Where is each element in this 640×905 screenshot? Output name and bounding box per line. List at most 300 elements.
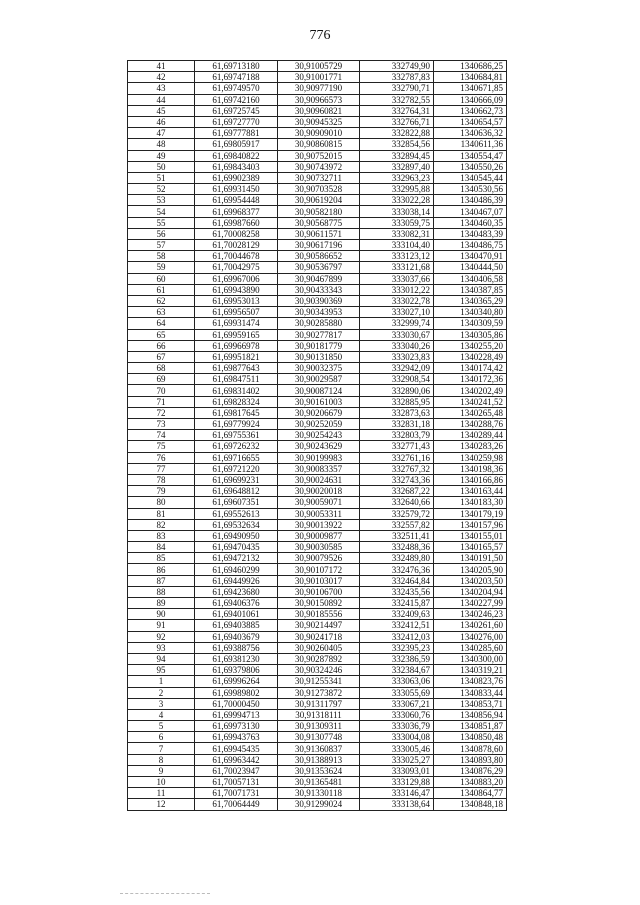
longitude-cell: 30,90860815: [278, 139, 360, 150]
table-row: [128, 754, 507, 765]
latitude-cell: 61,69840822: [195, 150, 278, 161]
latitude-cell: 61,69973130: [195, 721, 278, 732]
x-coordinate-cell: 332395,23: [360, 642, 434, 653]
table-row: [128, 709, 507, 720]
latitude-cell: 61,69725745: [195, 105, 278, 116]
table-row: [128, 228, 507, 239]
latitude-cell: 61,69423680: [195, 586, 278, 597]
table-row: [128, 83, 507, 94]
y-coordinate-cell: 1340228,49: [434, 351, 507, 362]
x-coordinate-cell: 333037,66: [360, 273, 434, 284]
point-number-cell: 43: [128, 83, 195, 94]
longitude-cell: 30,90103017: [278, 575, 360, 586]
y-coordinate-cell: 1340611,36: [434, 139, 507, 150]
latitude-cell: 61,69951821: [195, 351, 278, 362]
latitude-cell: 61,69945435: [195, 743, 278, 754]
y-coordinate-cell: 1340636,32: [434, 128, 507, 139]
y-coordinate-cell: 1340470,91: [434, 251, 507, 262]
longitude-cell: 30,90131850: [278, 351, 360, 362]
y-coordinate-cell: 1340183,30: [434, 497, 507, 508]
latitude-cell: 61,69987660: [195, 217, 278, 228]
longitude-cell: 30,90732711: [278, 172, 360, 183]
latitude-cell: 61,70044678: [195, 251, 278, 262]
latitude-cell: 61,69747188: [195, 72, 278, 83]
point-number-cell: 94: [128, 653, 195, 664]
x-coordinate-cell: 333067,21: [360, 698, 434, 709]
table-row: [128, 295, 507, 306]
y-coordinate-cell: 1340202,49: [434, 385, 507, 396]
latitude-cell: 61,69805917: [195, 139, 278, 150]
latitude-cell: 61,69956507: [195, 307, 278, 318]
y-coordinate-cell: 1340289,44: [434, 430, 507, 441]
longitude-cell: 30,91299024: [278, 799, 360, 810]
y-coordinate-cell: 1340204,94: [434, 586, 507, 597]
longitude-cell: 30,90107172: [278, 564, 360, 575]
table-row: [128, 665, 507, 676]
y-coordinate-cell: 1340545,44: [434, 172, 507, 183]
longitude-cell: 30,91365481: [278, 777, 360, 788]
table-row: [128, 542, 507, 553]
x-coordinate-cell: 333022,28: [360, 195, 434, 206]
table-row: [128, 508, 507, 519]
table-row: [128, 564, 507, 575]
longitude-cell: 30,90083357: [278, 463, 360, 474]
longitude-cell: 30,91273872: [278, 687, 360, 698]
longitude-cell: 30,91309311: [278, 721, 360, 732]
y-coordinate-cell: 1340662,73: [434, 105, 507, 116]
point-number-cell: 90: [128, 609, 195, 620]
longitude-cell: 30,90252059: [278, 419, 360, 430]
longitude-cell: 30,90020018: [278, 486, 360, 497]
point-number-cell: 47: [128, 128, 195, 139]
x-coordinate-cell: 332999,74: [360, 318, 434, 329]
latitude-cell: 61,69967006: [195, 273, 278, 284]
y-coordinate-cell: 1340163,44: [434, 486, 507, 497]
y-coordinate-cell: 1340259,98: [434, 452, 507, 463]
y-coordinate-cell: 1340833,44: [434, 687, 507, 698]
table-row: [128, 184, 507, 195]
point-number-cell: 80: [128, 497, 195, 508]
x-coordinate-cell: 333030,67: [360, 329, 434, 340]
table-row: [128, 240, 507, 251]
y-coordinate-cell: 1340550,26: [434, 161, 507, 172]
coordinates-table-body: [128, 61, 507, 811]
longitude-cell: 30,90185556: [278, 609, 360, 620]
latitude-cell: 61,69749570: [195, 83, 278, 94]
x-coordinate-cell: 332894,45: [360, 150, 434, 161]
x-coordinate-cell: 333022,78: [360, 295, 434, 306]
longitude-cell: 30,90619204: [278, 195, 360, 206]
longitude-cell: 30,91255341: [278, 676, 360, 687]
latitude-cell: 61,69817645: [195, 407, 278, 418]
x-coordinate-cell: 333023,83: [360, 351, 434, 362]
point-number-cell: 48: [128, 139, 195, 150]
x-coordinate-cell: 332749,90: [360, 61, 434, 72]
latitude-cell: 61,69779924: [195, 419, 278, 430]
latitude-cell: 61,69726232: [195, 441, 278, 452]
latitude-cell: 61,69403885: [195, 620, 278, 631]
longitude-cell: 30,90024631: [278, 474, 360, 485]
point-number-cell: 2: [128, 687, 195, 698]
x-coordinate-cell: 333104,40: [360, 240, 434, 251]
y-coordinate-cell: 1340851,87: [434, 721, 507, 732]
coordinates-table: [127, 60, 507, 811]
table-row: [128, 150, 507, 161]
y-coordinate-cell: 1340654,57: [434, 116, 507, 127]
longitude-cell: 30,90181779: [278, 340, 360, 351]
y-coordinate-cell: 1340172,36: [434, 374, 507, 385]
x-coordinate-cell: 332803,79: [360, 430, 434, 441]
point-number-cell: 74: [128, 430, 195, 441]
longitude-cell: 30,90977190: [278, 83, 360, 94]
longitude-cell: 30,90254243: [278, 430, 360, 441]
table-row: [128, 351, 507, 362]
longitude-cell: 30,90087124: [278, 385, 360, 396]
latitude-cell: 61,70042975: [195, 262, 278, 273]
longitude-cell: 30,90206679: [278, 407, 360, 418]
point-number-cell: 61: [128, 284, 195, 295]
latitude-cell: 61,69460299: [195, 564, 278, 575]
latitude-cell: 61,69996264: [195, 676, 278, 687]
longitude-cell: 30,90467899: [278, 273, 360, 284]
latitude-cell: 61,69379806: [195, 665, 278, 676]
point-number-cell: 69: [128, 374, 195, 385]
y-coordinate-cell: 1340265,48: [434, 407, 507, 418]
y-coordinate-cell: 1340848,18: [434, 799, 507, 810]
longitude-cell: 30,90536797: [278, 262, 360, 273]
x-coordinate-cell: 332412,03: [360, 631, 434, 642]
y-coordinate-cell: 1340554,47: [434, 150, 507, 161]
x-coordinate-cell: 332489,80: [360, 553, 434, 564]
x-coordinate-cell: 332873,63: [360, 407, 434, 418]
y-coordinate-cell: 1340305,86: [434, 329, 507, 340]
longitude-cell: 30,91311797: [278, 698, 360, 709]
y-coordinate-cell: 1340165,57: [434, 542, 507, 553]
x-coordinate-cell: 332897,40: [360, 161, 434, 172]
longitude-cell: 30,90433343: [278, 284, 360, 295]
point-number-cell: 54: [128, 206, 195, 217]
x-coordinate-cell: 332790,71: [360, 83, 434, 94]
point-number-cell: 70: [128, 385, 195, 396]
x-coordinate-cell: 333055,69: [360, 687, 434, 698]
latitude-cell: 61,69831402: [195, 385, 278, 396]
longitude-cell: 30,91360837: [278, 743, 360, 754]
y-coordinate-cell: 1340246,23: [434, 609, 507, 620]
x-coordinate-cell: 332831,18: [360, 419, 434, 430]
point-number-cell: 86: [128, 564, 195, 575]
latitude-cell: 61,69388756: [195, 642, 278, 653]
latitude-cell: 61,69828324: [195, 396, 278, 407]
latitude-cell: 61,70008258: [195, 228, 278, 239]
table-row: [128, 631, 507, 642]
x-coordinate-cell: 332822,88: [360, 128, 434, 139]
latitude-cell: 61,70023947: [195, 765, 278, 776]
longitude-cell: 30,90013922: [278, 519, 360, 530]
table-row: [128, 788, 507, 799]
table-row: [128, 486, 507, 497]
point-number-cell: 67: [128, 351, 195, 362]
y-coordinate-cell: 1340883,20: [434, 777, 507, 788]
x-coordinate-cell: 333146,47: [360, 788, 434, 799]
latitude-cell: 61,70064449: [195, 799, 278, 810]
point-number-cell: 75: [128, 441, 195, 452]
table-row: [128, 441, 507, 452]
point-number-cell: 45: [128, 105, 195, 116]
table-row: [128, 687, 507, 698]
y-coordinate-cell: 1340155,01: [434, 530, 507, 541]
table-row: [128, 653, 507, 664]
point-number-cell: 53: [128, 195, 195, 206]
longitude-cell: 30,91001771: [278, 72, 360, 83]
longitude-cell: 30,91388913: [278, 754, 360, 765]
y-coordinate-cell: 1340340,80: [434, 307, 507, 318]
x-coordinate-cell: 333138,64: [360, 799, 434, 810]
table-row: [128, 519, 507, 530]
y-coordinate-cell: 1340198,36: [434, 463, 507, 474]
y-coordinate-cell: 1340387,85: [434, 284, 507, 295]
latitude-cell: 61,69931450: [195, 184, 278, 195]
table-row: [128, 251, 507, 262]
table-row: [128, 642, 507, 653]
table-row: [128, 385, 507, 396]
longitude-cell: 30,90945325: [278, 116, 360, 127]
x-coordinate-cell: 332771,43: [360, 441, 434, 452]
x-coordinate-cell: 333012,22: [360, 284, 434, 295]
longitude-cell: 30,90287892: [278, 653, 360, 664]
point-number-cell: 83: [128, 530, 195, 541]
table-row: [128, 575, 507, 586]
x-coordinate-cell: 332409,63: [360, 609, 434, 620]
point-number-cell: 11: [128, 788, 195, 799]
point-number-cell: 51: [128, 172, 195, 183]
point-number-cell: 66: [128, 340, 195, 351]
longitude-cell: 30,90161003: [278, 396, 360, 407]
x-coordinate-cell: 332885,95: [360, 396, 434, 407]
point-number-cell: 64: [128, 318, 195, 329]
latitude-cell: 61,69727770: [195, 116, 278, 127]
latitude-cell: 61,69713180: [195, 61, 278, 72]
table-row: [128, 553, 507, 564]
y-coordinate-cell: 1340671,85: [434, 83, 507, 94]
latitude-cell: 61,69699231: [195, 474, 278, 485]
table-row: [128, 72, 507, 83]
x-coordinate-cell: 333038,14: [360, 206, 434, 217]
longitude-cell: 30,91330118: [278, 788, 360, 799]
point-number-cell: 12: [128, 799, 195, 810]
x-coordinate-cell: 333123,12: [360, 251, 434, 262]
point-number-cell: 52: [128, 184, 195, 195]
y-coordinate-cell: 1340191,50: [434, 553, 507, 564]
x-coordinate-cell: 332415,87: [360, 598, 434, 609]
x-coordinate-cell: 333036,79: [360, 721, 434, 732]
longitude-cell: 30,91307748: [278, 732, 360, 743]
longitude-cell: 30,90241718: [278, 631, 360, 642]
point-number-cell: 3: [128, 698, 195, 709]
latitude-cell: 61,69943890: [195, 284, 278, 295]
point-number-cell: 82: [128, 519, 195, 530]
longitude-cell: 30,90029587: [278, 374, 360, 385]
y-coordinate-cell: 1340406,58: [434, 273, 507, 284]
x-coordinate-cell: 332908,54: [360, 374, 434, 385]
point-number-cell: 65: [128, 329, 195, 340]
longitude-cell: 30,90582180: [278, 206, 360, 217]
table-row: [128, 217, 507, 228]
longitude-cell: 30,90277817: [278, 329, 360, 340]
y-coordinate-cell: 1340876,29: [434, 765, 507, 776]
latitude-cell: 61,69532634: [195, 519, 278, 530]
latitude-cell: 61,69959165: [195, 329, 278, 340]
table-row: [128, 799, 507, 810]
table-row: [128, 363, 507, 374]
x-coordinate-cell: 332640,66: [360, 497, 434, 508]
latitude-cell: 61,69966978: [195, 340, 278, 351]
table-row: [128, 128, 507, 139]
table-row: [128, 273, 507, 284]
y-coordinate-cell: 1340205,90: [434, 564, 507, 575]
table-row: [128, 161, 507, 172]
point-number-cell: 63: [128, 307, 195, 318]
latitude-cell: 61,70000450: [195, 698, 278, 709]
y-coordinate-cell: 1340288,76: [434, 419, 507, 430]
table-row: [128, 620, 507, 631]
x-coordinate-cell: 333005,46: [360, 743, 434, 754]
longitude-cell: 30,90703528: [278, 184, 360, 195]
longitude-cell: 30,90966573: [278, 94, 360, 105]
longitude-cell: 30,90568775: [278, 217, 360, 228]
x-coordinate-cell: 332854,56: [360, 139, 434, 150]
latitude-cell: 61,69470435: [195, 542, 278, 553]
latitude-cell: 61,69989802: [195, 687, 278, 698]
point-number-cell: 8: [128, 754, 195, 765]
point-number-cell: 88: [128, 586, 195, 597]
table-row: [128, 698, 507, 709]
footer-scan-mark: [120, 893, 210, 894]
latitude-cell: 61,69931474: [195, 318, 278, 329]
y-coordinate-cell: 1340309,59: [434, 318, 507, 329]
table-row: [128, 721, 507, 732]
latitude-cell: 61,69607351: [195, 497, 278, 508]
y-coordinate-cell: 1340241,52: [434, 396, 507, 407]
x-coordinate-cell: 333093,01: [360, 765, 434, 776]
y-coordinate-cell: 1340483,39: [434, 228, 507, 239]
longitude-cell: 30,90053311: [278, 508, 360, 519]
latitude-cell: 61,69401061: [195, 609, 278, 620]
point-number-cell: 49: [128, 150, 195, 161]
table-row: [128, 329, 507, 340]
point-number-cell: 46: [128, 116, 195, 127]
latitude-cell: 61,69902389: [195, 172, 278, 183]
y-coordinate-cell: 1340319,21: [434, 665, 507, 676]
longitude-cell: 30,90009877: [278, 530, 360, 541]
x-coordinate-cell: 333004,08: [360, 732, 434, 743]
longitude-cell: 30,90199983: [278, 452, 360, 463]
table-row: [128, 530, 507, 541]
table-row: [128, 116, 507, 127]
latitude-cell: 61,69777881: [195, 128, 278, 139]
y-coordinate-cell: 1340684,81: [434, 72, 507, 83]
table-row: [128, 497, 507, 508]
y-coordinate-cell: 1340261,60: [434, 620, 507, 631]
longitude-cell: 30,90586652: [278, 251, 360, 262]
longitude-cell: 30,90106700: [278, 586, 360, 597]
table-row: [128, 307, 507, 318]
x-coordinate-cell: 332743,36: [360, 474, 434, 485]
longitude-cell: 30,90079526: [278, 553, 360, 564]
table-row: [128, 94, 507, 105]
longitude-cell: 30,90214497: [278, 620, 360, 631]
y-coordinate-cell: 1340365,29: [434, 295, 507, 306]
longitude-cell: 30,90150892: [278, 598, 360, 609]
y-coordinate-cell: 1340300,00: [434, 653, 507, 664]
y-coordinate-cell: 1340283,26: [434, 441, 507, 452]
x-coordinate-cell: 333027,10: [360, 307, 434, 318]
latitude-cell: 61,69847511: [195, 374, 278, 385]
x-coordinate-cell: 332511,41: [360, 530, 434, 541]
longitude-cell: 30,90324246: [278, 665, 360, 676]
y-coordinate-cell: 1340203,50: [434, 575, 507, 586]
longitude-cell: 30,90390369: [278, 295, 360, 306]
x-coordinate-cell: 332384,67: [360, 665, 434, 676]
latitude-cell: 61,69742160: [195, 94, 278, 105]
point-number-cell: 85: [128, 553, 195, 564]
y-coordinate-cell: 1340276,00: [434, 631, 507, 642]
table-row: [128, 374, 507, 385]
point-number-cell: 58: [128, 251, 195, 262]
table-row: [128, 407, 507, 418]
x-coordinate-cell: 332764,31: [360, 105, 434, 116]
table-row: [128, 105, 507, 116]
x-coordinate-cell: 332386,59: [360, 653, 434, 664]
x-coordinate-cell: 332890,06: [360, 385, 434, 396]
latitude-cell: 61,69721220: [195, 463, 278, 474]
point-number-cell: 72: [128, 407, 195, 418]
longitude-cell: 30,90285880: [278, 318, 360, 329]
x-coordinate-cell: 333082,31: [360, 228, 434, 239]
point-number-cell: 50: [128, 161, 195, 172]
longitude-cell: 30,91318111: [278, 709, 360, 720]
table-row: [128, 676, 507, 687]
point-number-cell: 92: [128, 631, 195, 642]
table-row: [128, 586, 507, 597]
y-coordinate-cell: 1340467,07: [434, 206, 507, 217]
latitude-cell: 61,70071731: [195, 788, 278, 799]
x-coordinate-cell: 332476,36: [360, 564, 434, 575]
latitude-cell: 61,69963442: [195, 754, 278, 765]
point-number-cell: 7: [128, 743, 195, 754]
latitude-cell: 61,69490950: [195, 530, 278, 541]
point-number-cell: 84: [128, 542, 195, 553]
x-coordinate-cell: 332579,72: [360, 508, 434, 519]
point-number-cell: 59: [128, 262, 195, 273]
x-coordinate-cell: 332766,71: [360, 116, 434, 127]
latitude-cell: 61,69449926: [195, 575, 278, 586]
longitude-cell: 30,90030585: [278, 542, 360, 553]
point-number-cell: 41: [128, 61, 195, 72]
x-coordinate-cell: 332761,16: [360, 452, 434, 463]
longitude-cell: 30,90743972: [278, 161, 360, 172]
x-coordinate-cell: 333040,26: [360, 340, 434, 351]
table-row: [128, 452, 507, 463]
latitude-cell: 61,69552613: [195, 508, 278, 519]
x-coordinate-cell: 332412,51: [360, 620, 434, 631]
table-row: [128, 340, 507, 351]
point-number-cell: 10: [128, 777, 195, 788]
latitude-cell: 61,70028129: [195, 240, 278, 251]
y-coordinate-cell: 1340893,80: [434, 754, 507, 765]
longitude-cell: 30,90752015: [278, 150, 360, 161]
table-row: [128, 172, 507, 183]
x-coordinate-cell: 332787,83: [360, 72, 434, 83]
